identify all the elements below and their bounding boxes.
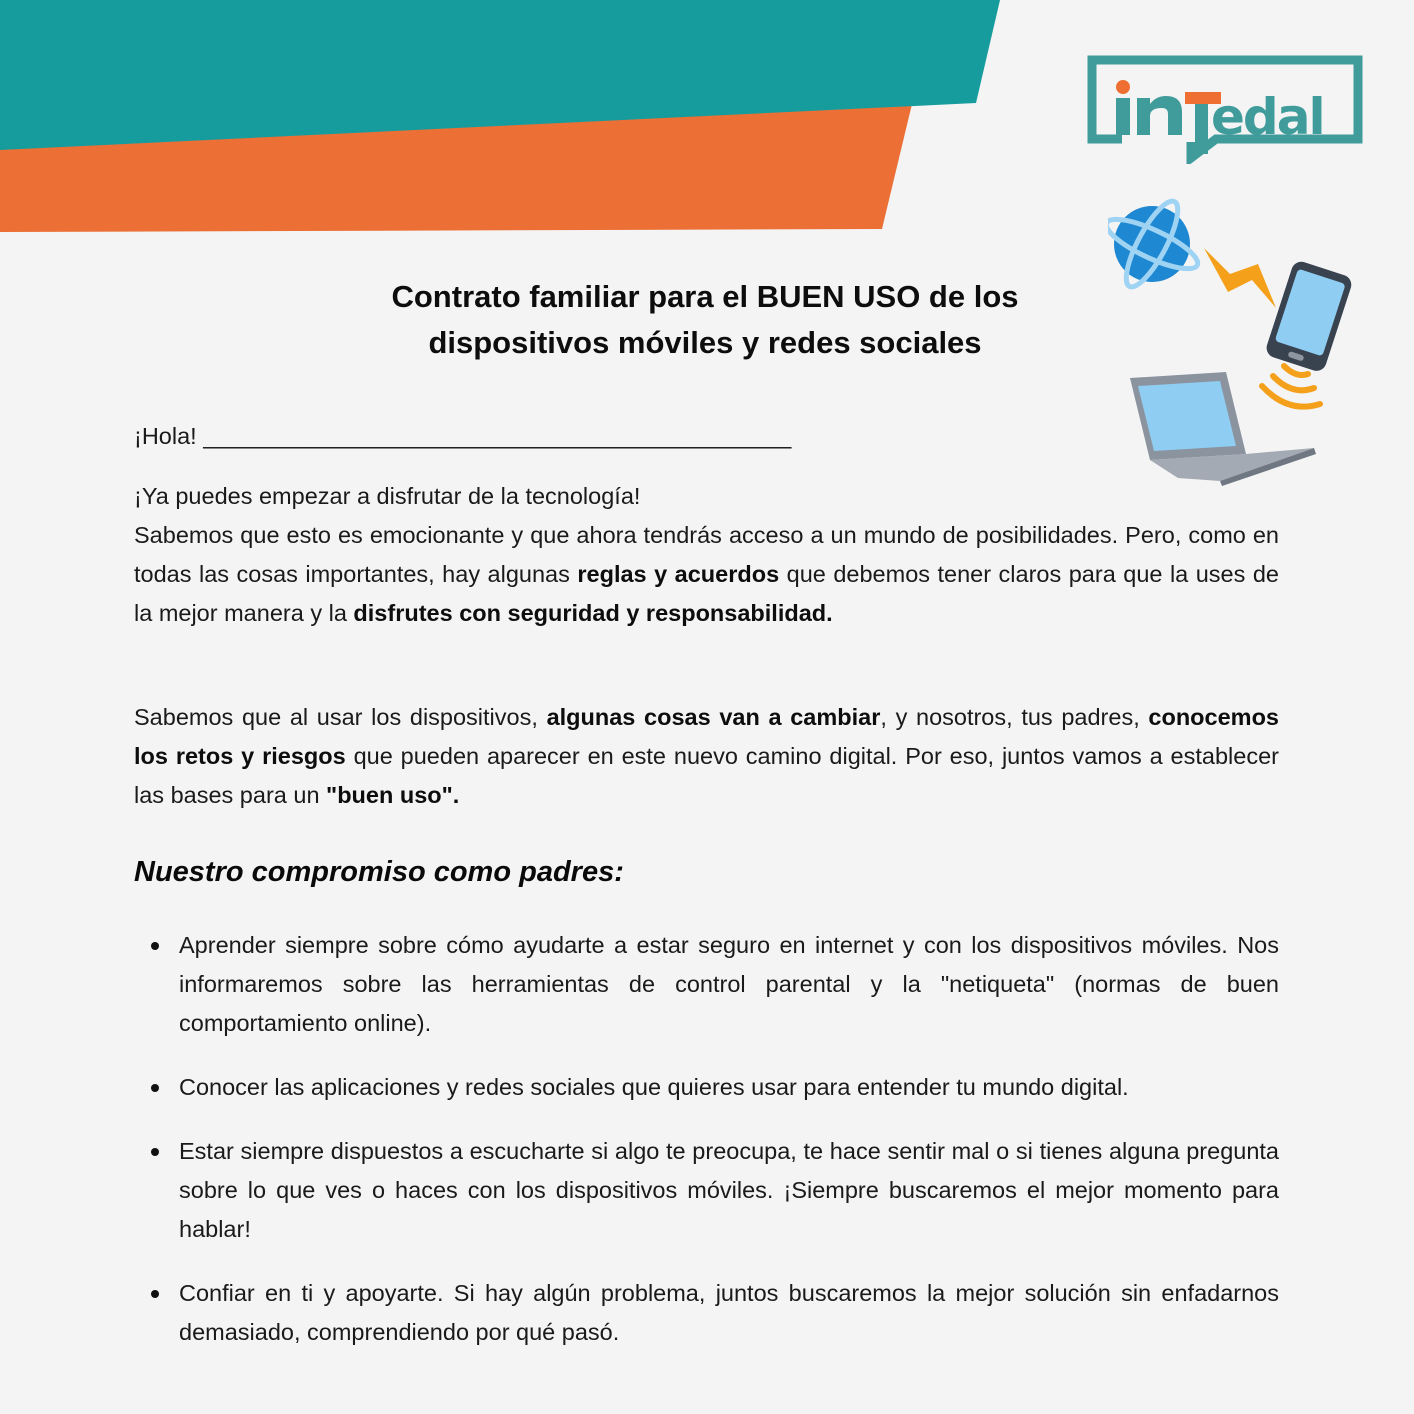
- intro-bold-safety: disfrutes con seguridad y responsabilidad.: [353, 600, 833, 626]
- title-line-1: Contrato familiar para el BUEN USO de los: [391, 279, 1019, 314]
- document-title: [300, 274, 1110, 366]
- p2-text-e: que pueden aparecer en este nuevo camino digital. Por eso, juntos vamos a establecer las bases para un: [134, 743, 1279, 808]
- commitments-list: [134, 926, 1279, 1377]
- lightning-icon: [1204, 248, 1276, 308]
- list-item: [134, 926, 1279, 1043]
- greeting-label: ¡Hola!: [134, 423, 197, 449]
- second-paragraph: [134, 698, 1279, 815]
- list-item-text: Conocer las aplicaciones y redes sociales que quieres usar para entender tu mundo digital.: [179, 1074, 1129, 1100]
- p2-text-a: Sabemos que al usar los dispositivos,: [134, 704, 547, 730]
- p2-text-c: , y nosotros, tus padres,: [880, 704, 1149, 730]
- list-item-text: Aprender siempre sobre cómo ayudarte a estar seguro en internet y con los dispositivos móviles. Nos informaremos sobre las herramientas de control parental y la "netiqueta" (normas de buen comportamiento online).: [179, 932, 1279, 1036]
- p2-bold-good-use: "buen uso".: [326, 782, 460, 808]
- list-item-text: Confiar en ti y apoyarte. Si hay algún problema, juntos buscaremos la mejor solución sin enfadarnos demasiado, comprendiendo por qué pasó.: [179, 1280, 1279, 1345]
- p2-bold-changes: algunas cosas van a cambiar: [546, 704, 881, 730]
- logo-text: edal: [1211, 88, 1324, 146]
- greeting: [134, 417, 1279, 456]
- list-item: [134, 1274, 1279, 1352]
- bullet-icon: [151, 1084, 159, 1092]
- bullet-icon: [151, 1290, 159, 1298]
- smartphone-icon: [1264, 259, 1354, 373]
- intro-text-c: que debemos tener claros para que la uses de la mejor manera y la: [134, 561, 1279, 626]
- globe-icon: [1108, 196, 1203, 293]
- wifi-signal-icon: [1262, 366, 1320, 407]
- bullet-icon: [151, 1148, 159, 1156]
- intedal-logo: [1086, 54, 1364, 164]
- list-item: [134, 1068, 1279, 1107]
- intro-body: [134, 516, 1279, 633]
- header-banner: [0, 0, 1010, 240]
- intro-bold-rules: reglas y acuerdos: [577, 561, 780, 587]
- p2-bold-risks: conocemos los retos y riesgos: [134, 704, 1279, 769]
- intro-text-a: Sabemos que esto es emocionante y que ahora tendrás acceso a un mundo de posibilidades. Pero, como en todas las cosas importantes, hay algunas: [134, 522, 1279, 587]
- intro-paragraph: [134, 477, 1279, 633]
- list-item-text: Estar siempre dispuestos a escucharte si algo te preocupa, te hace sentir mal o si tienes alguna pregunta sobre lo que ves o haces con los dispositivos móviles. ¡Siempre buscaremos el mejor momento para hablar!: [179, 1138, 1279, 1242]
- section-heading: Nuestro compromiso como padres:: [134, 856, 624, 888]
- name-blank-field[interactable]: _____________________________________________: [203, 423, 792, 449]
- bullet-icon: [151, 942, 159, 950]
- title-line-2: dispositivos móviles y redes sociales: [428, 325, 982, 360]
- list-item: [134, 1132, 1279, 1249]
- intro-line: ¡Ya puedes empezar a disfrutar de la tecnología!: [134, 483, 641, 509]
